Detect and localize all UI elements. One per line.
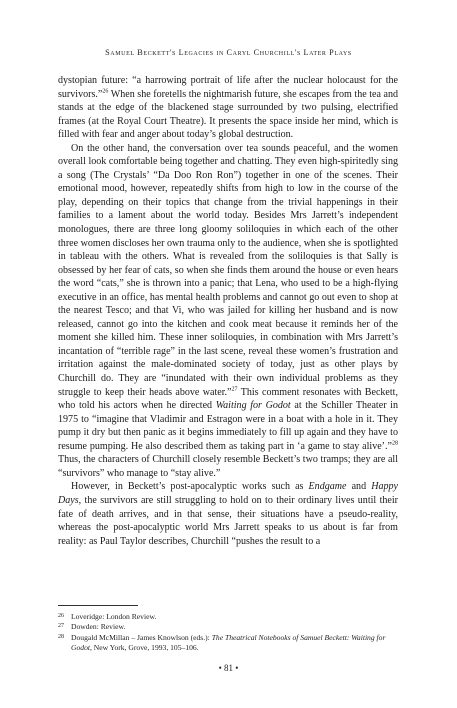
- text-run: at the Schiller Theater in 1975 to “imagine that Vladimir and Estragon were in a boat with a hole in it. They pump it dry but then panic as it begins immediately to fill up again and they have to resume pumping. He also described them as taking part in ‘a game to stay alive’.”: [58, 400, 398, 452]
- body-text: [58, 74, 398, 548]
- text-run: Thus, the characters of Churchill closely resemble Beckett’s two tramps; they are all “survivors” who manage to “stay alive.”: [58, 454, 398, 479]
- text-run: , New York, Grove, 1993, 105–106.: [89, 643, 199, 653]
- paragraph: [58, 480, 398, 548]
- italic-title: Endgame: [308, 481, 347, 493]
- footnote-number: 28: [58, 633, 64, 640]
- text-run: On the other hand, the conversation over tea sounds peaceful, and the women overall look comfortable being together and chatting. They even high-spiritedly sing a song (The Crystals’ “Da Doo Ron Ron”) together in one of the scenes. Their emotional mood, however, repeatedly shifts from high to low in the course of the play, depending on their topics that change from the trivial happenings in their families to a lament about the world today. Besides Mrs Jarrett’s independent monologues, there are three long gloomy soliloquies in which each of the other three women discloses her own trauma only to the audience, when she is spotlighted in tableau with the others. What is revealed from the soliloquies is that Sally is obsessed by her fear of cats, so when she finds them around the house or even hears the word “cats,” she is thrown into a panic; that Lena, who used to be a high-flying executive in an office, has mental health problems and cannot go out even to shop at the nearest Tesco; and that Vi, who was jailed for killing her husband and is now released, cannot go into the kitchen and cook meat because it reminds her of the moment she killed him. These inner soliloquies, in combination with Mrs Jarrett’s incantation of “terrible rage” in the last scene, reveal these women’s frustration and irritation against the male-dominated society of today, just as other plays by Churchill do. They are “inundated with their own individual problems as they struggle to keep their heads above water.”: [58, 142, 398, 398]
- footnote-number: 26: [58, 613, 64, 619]
- paragraph: [58, 74, 398, 142]
- footnotes: [58, 612, 398, 654]
- text-run: dystopian future: “a harrowing portrait of life after the nuclear holocaust for the survivors.”: [58, 75, 398, 100]
- footnote-number: 27: [58, 623, 64, 630]
- paragraph: [58, 142, 398, 481]
- footnote-text: [71, 622, 398, 632]
- text-run: and: [346, 481, 372, 493]
- footnote-text: [71, 633, 398, 654]
- text-run: When she foretells the nightmarish future, she escapes from the tea and stands at the edge of the blackened stage surrounded by two pulsing, electrified frames (at the Royal Court Theatre). It presents the space inside her mind, which is filled with fear and anger about today’s global destruction.: [58, 88, 398, 141]
- text-run: , the survivors are still struggling to hold on to their ordinary lives until their fate of death arrives, and in that sense, their situations have a pseudo-reality, whereas the post-apocalyptic world Mrs Jarrett speaks to us about is far from reality: as Paul Taylor describes, Churchill “pushes the result to a: [58, 494, 398, 547]
- page-number: • 81 •: [218, 663, 239, 673]
- italic-title: The Theatrical Notebooks of Samuel Beckett: Waiting for Godot: [71, 632, 386, 653]
- text-run: Dowden: Review.: [71, 622, 126, 632]
- footnote-ref: 28: [392, 440, 398, 447]
- text-run: Dougald McMillan – James Knowlson (eds.):: [71, 632, 212, 642]
- footnote-ref: 27: [231, 386, 238, 393]
- footnote-rule: [58, 605, 138, 606]
- footnote-text: [71, 612, 398, 622]
- footnote: [58, 612, 398, 622]
- text-run: However, in Beckett’s post-apocalyptic works such as: [71, 481, 309, 493]
- footnote-ref: 26: [102, 88, 109, 95]
- italic-title: Happy Days: [58, 481, 398, 506]
- text-run: This comment resonates with Beckett, who told his actors when he directed: [58, 386, 398, 412]
- footnote: [58, 633, 398, 654]
- running-head: Samuel Beckett's Legacies in Caryl Churchill's Later Plays: [105, 48, 352, 57]
- italic-title: Waiting for Godot: [215, 400, 291, 412]
- footnote: [58, 622, 398, 632]
- text-run: Loveridge: London Review.: [71, 612, 157, 621]
